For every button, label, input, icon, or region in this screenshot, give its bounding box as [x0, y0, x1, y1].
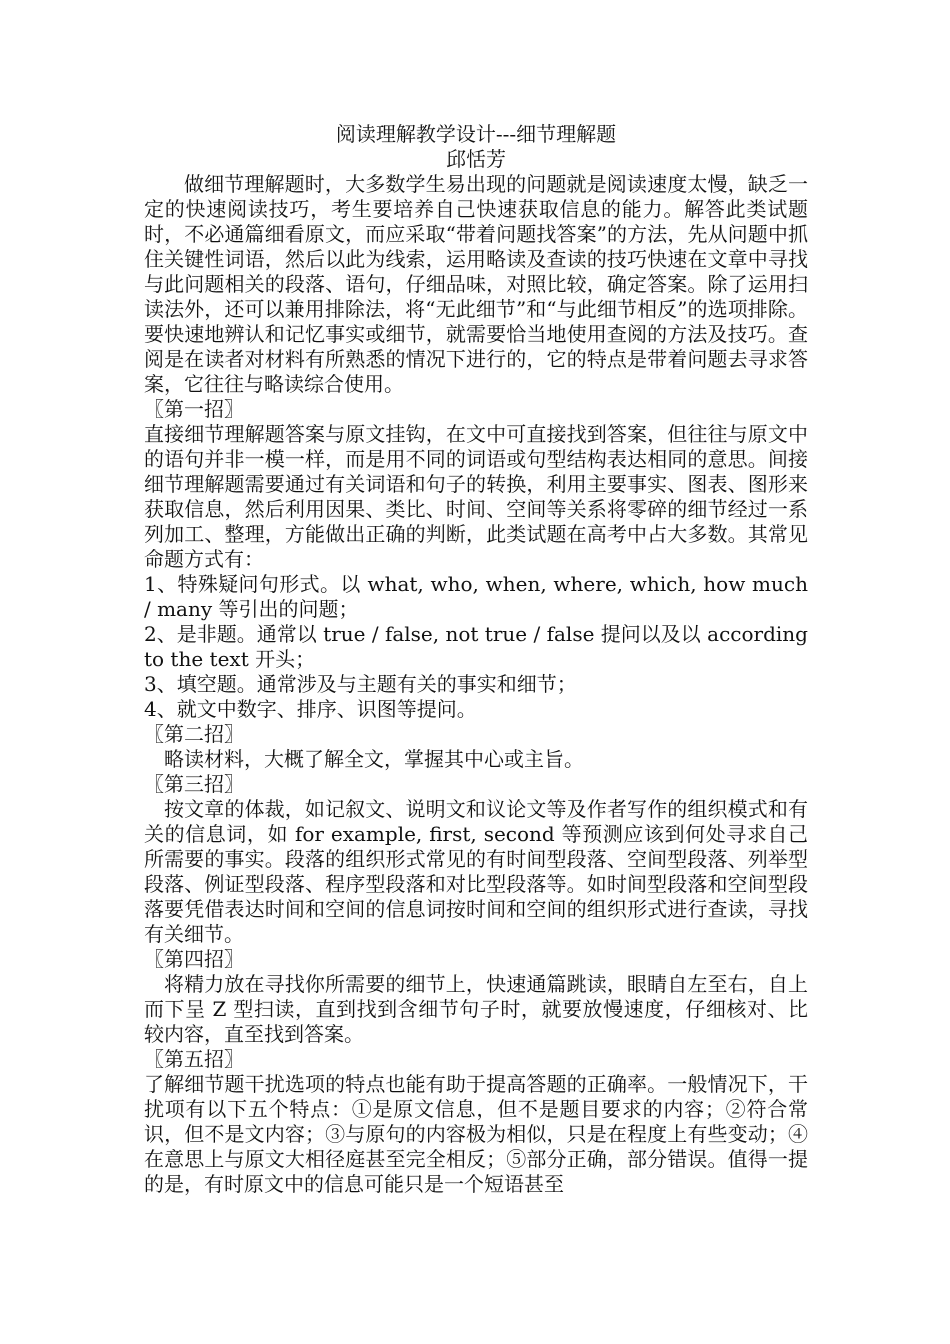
- document-title: 阅读理解教学设计---细节理解题: [335, 122, 617, 146]
- section-heading-2: 〖第二招〗: [144, 722, 244, 746]
- section-heading-5: 〖第五招〗: [144, 1047, 244, 1071]
- document-page: [144, 122, 808, 1197]
- intro-paragraph: 做细节理解题时，大多数学生易出现的问题就是阅读速度太慢，缺乏一定的快速阅读技巧，考生要培养自己快速获取信息的能力。解答此类试题时，不必通篇细看原文，而应采取“带着问题找答案”的方法，先从问题中抓住关键性词语，然后以此为线索，运用略读及查读的技巧快速在文章中寻找与此问题相关的段落、语句，仔细品味，对照比较，确定答案。除了运用扫读法外，还可以兼用排除法，将“无此细节”和“与此细节相反”的选项排除。要快速地辨认和记忆事实或细节，就需要恰当地使用查阅的方法及技巧。查阅是在读者对材料有所熟悉的情况下进行的，它的特点是带着问题去寻求答案，它往往与略读综合使用。: [144, 172, 808, 396]
- section-4-paragraph: 将精力放在寻找你所需要的细节上，快速通篇跳读，眼睛自左至右，自上而下呈 Z 型扫读，直到找到含细节句子时，就要放慢速度，仔细核对、比较内容，直至找到答案。: [144, 972, 808, 1046]
- section-heading-1: 〖第一招〗: [144, 397, 244, 421]
- section-heading-4: 〖第四招〗: [144, 947, 244, 971]
- document-author: 邱恬芳: [446, 147, 506, 171]
- list-item-4: 4、就文中数字、排序、识图等提问。: [144, 697, 477, 721]
- list-item-2: 2、是非题。通常以 true / false, not true / false 提问以及以 according to the text 开头；: [144, 622, 808, 671]
- section-1-paragraph: 直接细节理解题答案与原文挂钩，在文中可直接找到答案，但往往与原文中的语句并非一模一样，而是用不同的词语或句型结构表达相同的意思。间接细节理解题需要通过有关词语和句子的转换，利用主要事实、图表、图形来获取信息，然后利用因果、类比、时间、空间等关系将零碎的细节经过一系列加工、整理，方能做出正确的判断，此类试题在高考中占大多数。其常见命题方式有：: [144, 422, 808, 571]
- section-heading-3: 〖第三招〗: [144, 772, 244, 796]
- section-3-paragraph: 按文章的体裁，如记叙文、说明文和议论文等及作者写作的组织模式和有关的信息词，如 for example, first, second 等预测应该到何处寻求自己所需要的事实。段落的组织形式常见的有时间型段落、空间型段落、列举型段落、例证型段落、程序型段落和对比型段落等。如时间型段落和空间型段落要凭借表达时间和空间的信息词按时间和空间的组织形式进行查读，寻找有关细节。: [144, 797, 808, 946]
- section-5-paragraph: 了解细节题干扰选项的特点也能有助于提高答题的正确率。一般情况下，干扰项有以下五个特点：①是原文信息，但不是题目要求的内容；②符合常识，但不是文内容；③与原句的内容极为相似，只是在程度上有些变动；④在意思上与原文大相径庭甚至完全相反；⑤部分正确，部分错误。值得一提的是，有时原文中的信息可能只是一个短语甚至: [144, 1072, 808, 1196]
- list-item-1: 1、特殊疑问句形式。以 what, who, when, where, which, how much / many 等引出的问题；: [144, 572, 808, 621]
- section-2-paragraph: 略读材料，大概了解全文，掌握其中心或主旨。: [164, 747, 584, 771]
- list-item-3: 3、填空题。通常涉及与主题有关的事实和细节；: [144, 672, 577, 696]
